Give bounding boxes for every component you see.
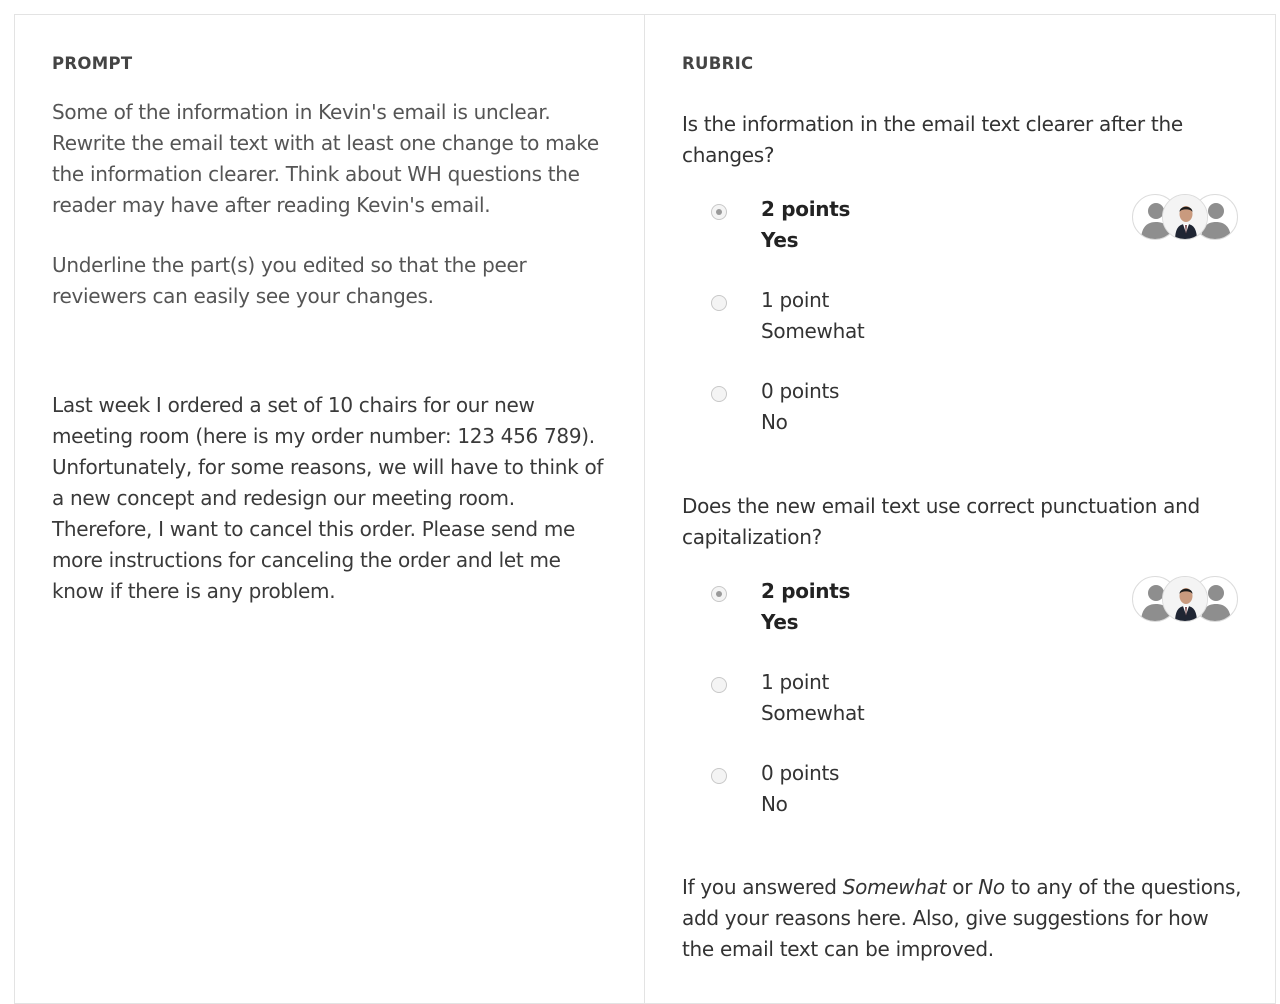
q1-reviewer-avatars (1132, 194, 1238, 240)
q1-option-1-answer-label: Somewhat (761, 319, 865, 343)
q2-option-0-text (761, 758, 839, 820)
q1-radio-0-points[interactable] (711, 386, 727, 402)
q1-option-0-points-label: 0 points (761, 379, 840, 403)
prompt-column (52, 52, 612, 603)
q2-option-1-points-label: 1 point (761, 670, 829, 694)
feedback-text-part-2: or (946, 875, 979, 899)
q2-option-2-text (761, 576, 850, 638)
q1-option-0-text (761, 376, 839, 438)
q2-option-0-answer-label: No (761, 792, 788, 816)
q2-radio-0-points[interactable] (711, 768, 727, 784)
reviewer-photo-icon (1162, 576, 1208, 622)
reviewer-photo-icon (1162, 194, 1208, 240)
feedback-text-part-1: If you answered (682, 875, 843, 899)
rubric-question-1: Is the information in the email text clearer after the changes? (682, 112, 1183, 167)
prompt-heading: PROMPT (52, 54, 133, 73)
column-divider (644, 14, 645, 1004)
q2-option-2-points-label: 2 points (761, 579, 851, 603)
q2-radio-2-points[interactable] (711, 586, 727, 602)
q1-option-0-points[interactable] (711, 376, 1211, 438)
q1-radio-1-point[interactable] (711, 295, 727, 311)
q2-option-0-points-label: 0 points (761, 761, 840, 785)
rubric-question-2: Does the new email text use correct punctuation and capitalization? (682, 494, 1200, 549)
rubric-column (682, 52, 1242, 961)
feedback-somewhat-emphasis: Somewhat (842, 875, 947, 899)
q1-option-2-text (761, 194, 850, 256)
q2-option-1-answer-label: Somewhat (761, 701, 865, 725)
q1-option-2-points-label: 2 points (761, 197, 851, 221)
rubric-heading: RUBRIC (682, 54, 754, 73)
q1-option-2-answer-label: Yes (761, 228, 799, 252)
q1-radio-2-points[interactable] (711, 204, 727, 220)
q1-option-0-answer-label: No (761, 410, 788, 434)
q2-option-2-answer-label: Yes (761, 610, 799, 634)
q2-option-0-points[interactable] (711, 758, 1211, 820)
q1-option-1-point[interactable] (711, 285, 1211, 347)
feedback-no-emphasis: No (978, 875, 1005, 899)
q2-radio-1-point[interactable] (711, 677, 727, 693)
q2-reviewer-avatars (1132, 576, 1238, 622)
q2-option-1-point[interactable] (711, 667, 1211, 729)
email-text: Last week I ordered a set of 10 chairs for our new meeting room (here is my order number: 123 456 789). Unfortunately, for some reasons, we will have to think of a new concept and redesign our meeting room. Therefore, I want to cancel this order. Please send me more instructions for canceling the order and let me know if there is any problem. (52, 393, 604, 603)
q2-option-1-text (761, 667, 864, 729)
feedback-text-part-3: to any of the questions, add your reasons here. Also, give suggestions for how the email text can be improved. (682, 875, 1242, 961)
q1-option-1-points-label: 1 point (761, 288, 829, 312)
prompt-instruction-2: Underline the part(s) you edited so that the peer reviewers can easily see your changes. (52, 253, 527, 308)
feedback-instruction (682, 872, 1242, 965)
prompt-instruction-1: Some of the information in Kevin's email is unclear. Rewrite the email text with at least one change to make the information clearer. Think about WH questions the reader may have after reading Kevin's email. (52, 100, 599, 217)
q1-option-1-text (761, 285, 864, 347)
